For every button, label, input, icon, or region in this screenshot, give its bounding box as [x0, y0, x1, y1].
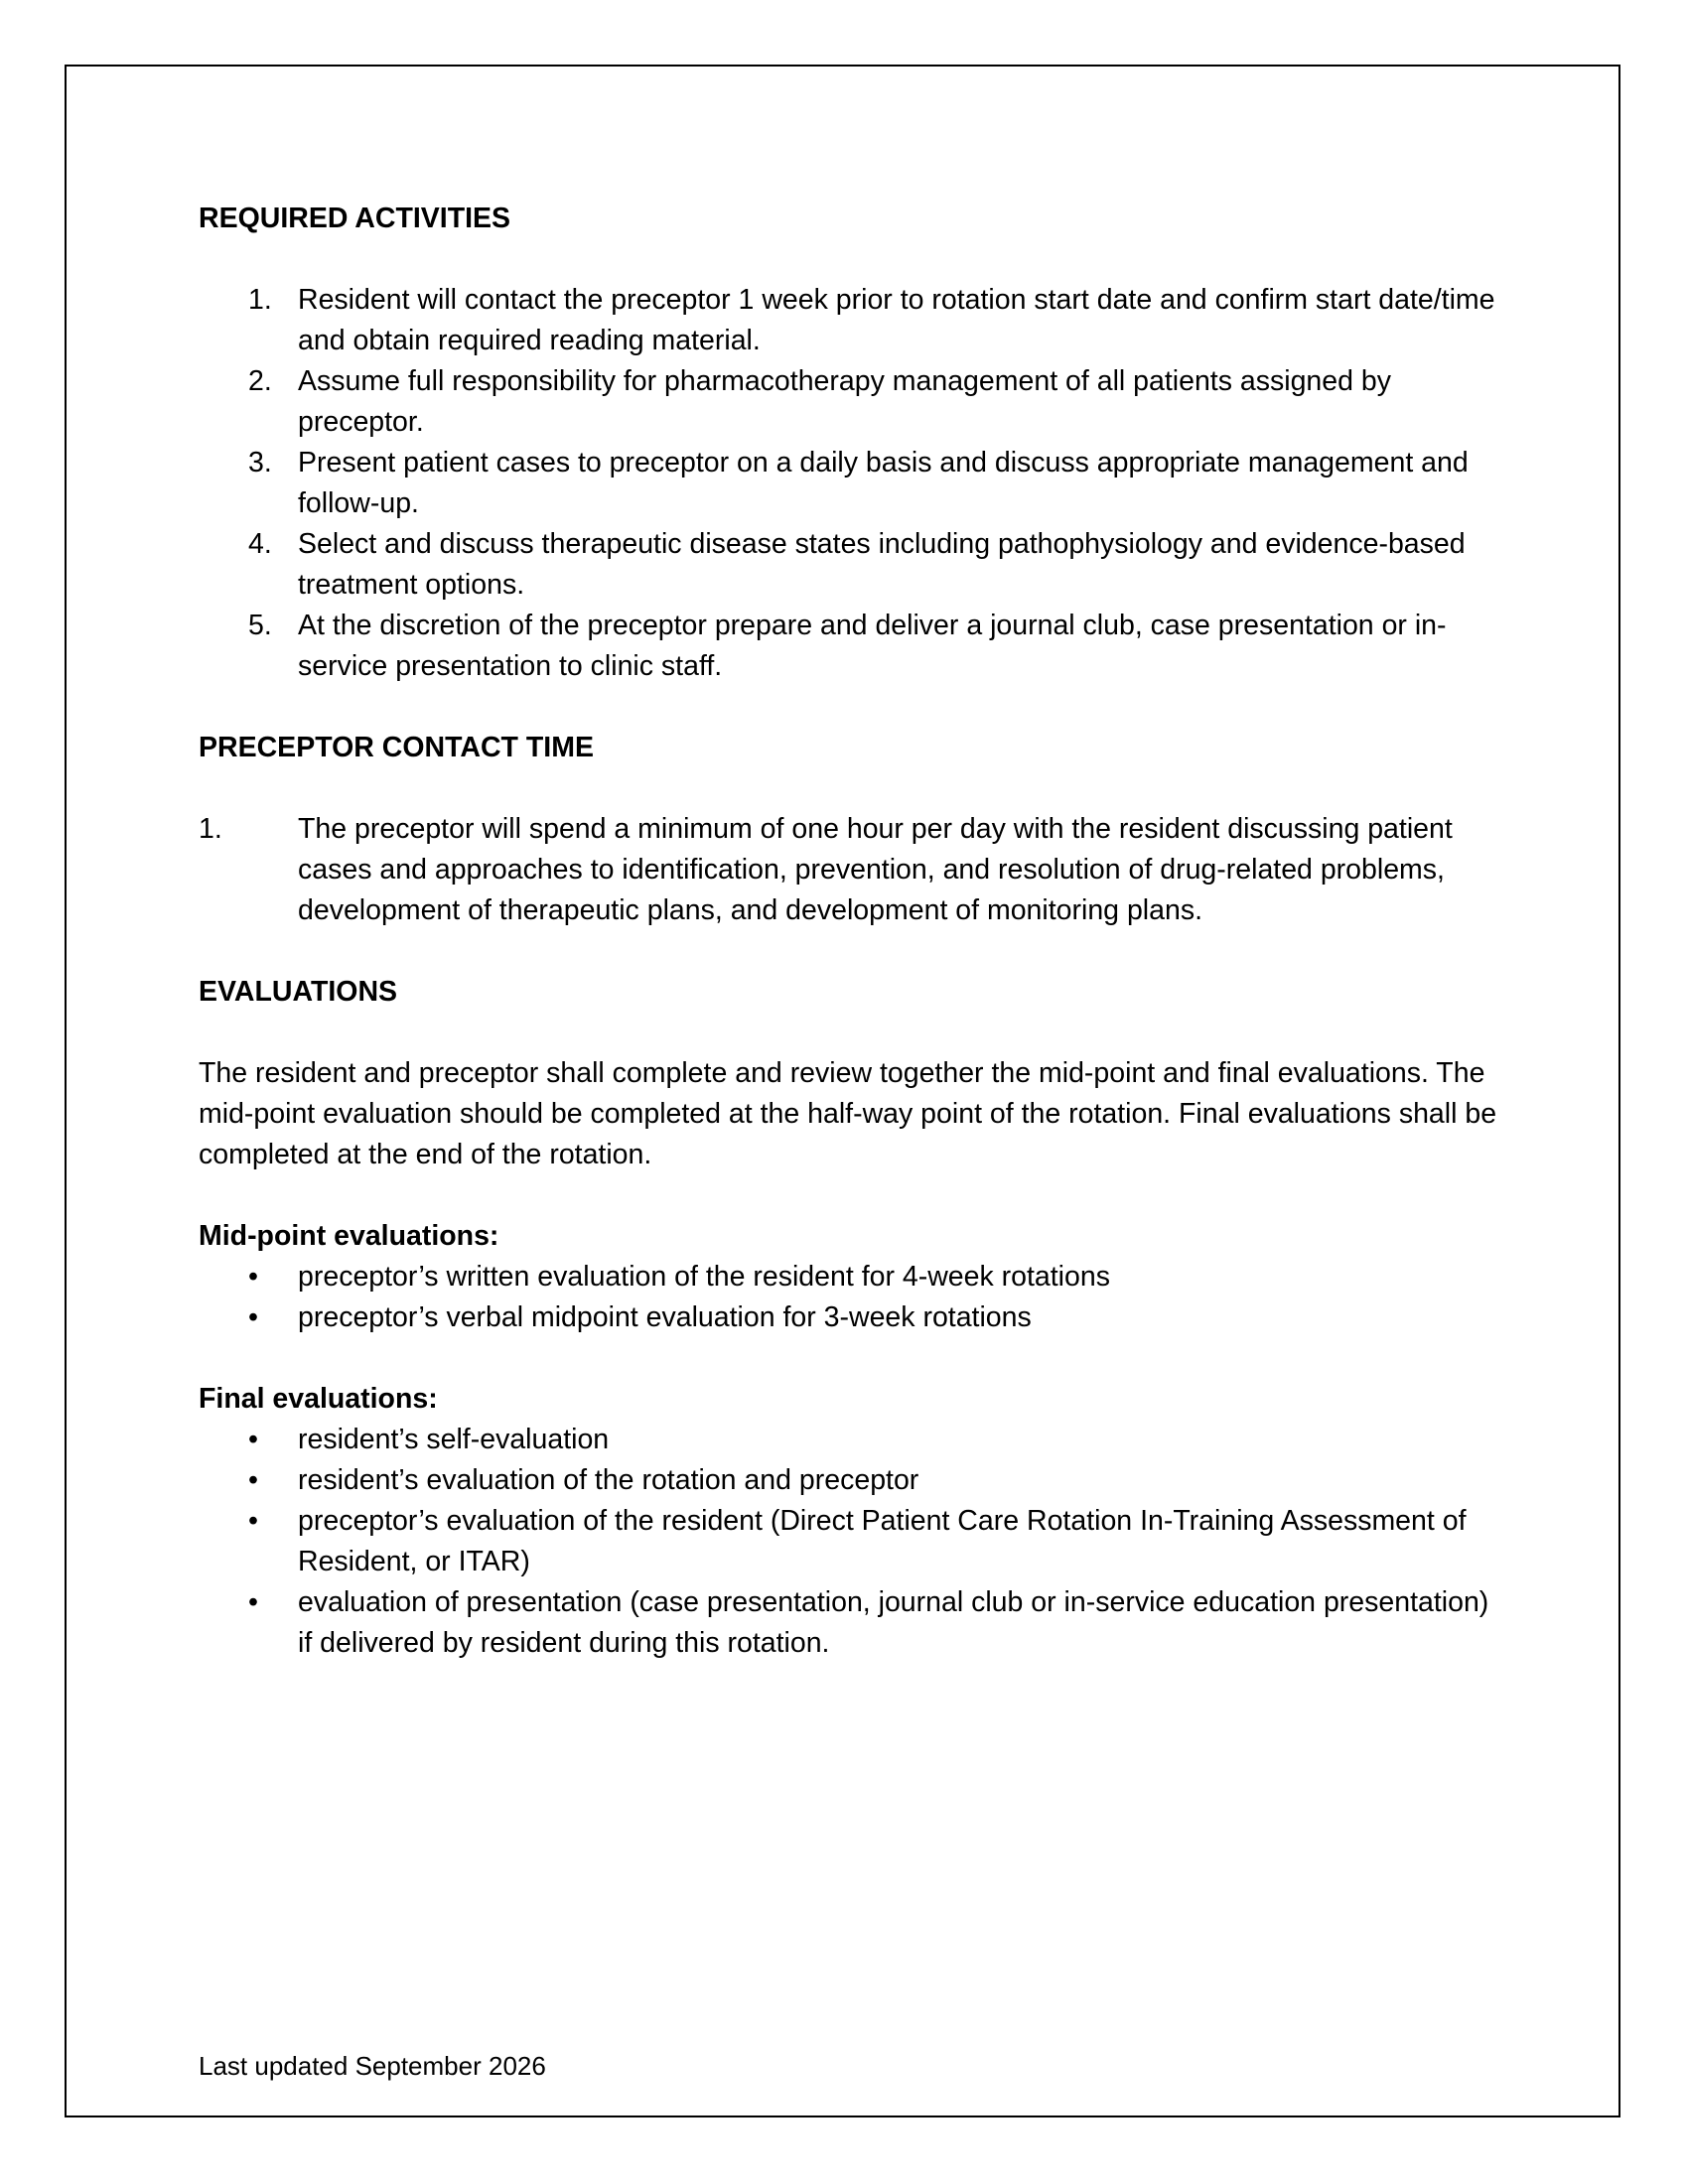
- list-item: [199, 1460, 1499, 1501]
- spacer: [199, 768, 1499, 809]
- list-item: [199, 1582, 1499, 1664]
- bullet-icon: •: [248, 1505, 258, 1537]
- spacer: [199, 1338, 1499, 1379]
- list-number: 1.: [199, 813, 222, 845]
- list-item: [199, 1501, 1499, 1582]
- list-item-text: resident’s evaluation of the rotation and preceptor: [298, 1464, 919, 1496]
- list-item-text: At the discretion of the preceptor prepare and deliver a journal club, case presentation or in-service presentation to clinic staff.: [298, 610, 1447, 682]
- list-item-text: evaluation of presentation (case presentation, journal club or in-service education presentation) if delivered by resident during this rotation.: [298, 1586, 1489, 1659]
- list-number: 2.: [248, 365, 272, 397]
- list-item: [199, 524, 1499, 606]
- midpoint-evaluations-list: [199, 1257, 1499, 1338]
- document-body: [199, 199, 1499, 1664]
- spacer: [199, 1175, 1499, 1216]
- list-item-text: resident’s self-evaluation: [298, 1424, 610, 1455]
- last-updated-footer: Last updated September 2026: [199, 2051, 546, 2081]
- spacer: [199, 931, 1499, 972]
- list-item: [199, 280, 1499, 361]
- list-number: 4.: [248, 528, 272, 560]
- list-number: 5.: [248, 610, 272, 641]
- bullet-icon: •: [248, 1464, 258, 1496]
- list-number: 1.: [248, 284, 272, 316]
- list-number: 3.: [248, 447, 272, 478]
- list-item: [199, 1420, 1499, 1460]
- list-item-text: Resident will contact the preceptor 1 week prior to rotation start date and confirm start date/time and obtain required reading material.: [298, 284, 1495, 356]
- list-item: [199, 1297, 1499, 1338]
- list-item-text: Present patient cases to preceptor on a daily basis and discuss appropriate management and follow-up.: [298, 447, 1469, 519]
- bullet-icon: •: [248, 1424, 258, 1455]
- bullet-icon: •: [248, 1301, 258, 1333]
- list-item: [199, 809, 1499, 931]
- spacer: [199, 1013, 1499, 1053]
- list-item: [199, 443, 1499, 524]
- spacer: [199, 239, 1499, 280]
- list-item-text: preceptor’s evaluation of the resident (Direct Patient Care Rotation In-Training Assessment of Resident, or ITAR): [298, 1505, 1467, 1577]
- list-item-text: The preceptor will spend a minimum of one hour per day with the resident discussing patient cases and approaches to identification, prevention, and resolution of drug-related problems, development of therapeutic plans, and development of monitoring plans.: [298, 813, 1453, 926]
- list-item: [199, 1257, 1499, 1297]
- required-activities-heading: REQUIRED ACTIVITIES: [199, 203, 511, 234]
- required-activities-list: [199, 280, 1499, 687]
- evaluations-intro: The resident and preceptor shall complete and review together the mid-point and final evaluations. The mid-point evaluation should be completed at the half-way point of the rotation. Final evaluations shall be completed at the end of the rotation.: [199, 1057, 1497, 1170]
- final-evaluations-title: Final evaluations:: [199, 1383, 438, 1415]
- bullet-icon: •: [248, 1261, 258, 1293]
- list-item: [199, 361, 1499, 443]
- list-item-text: Assume full responsibility for pharmacotherapy management of all patients assigned by preceptor.: [298, 365, 1391, 438]
- bullet-icon: •: [248, 1586, 258, 1618]
- final-evaluations-list: [199, 1420, 1499, 1664]
- preceptor-contact-time-heading: PRECEPTOR CONTACT TIME: [199, 732, 594, 763]
- list-item: [199, 606, 1499, 687]
- midpoint-evaluations-title: Mid-point evaluations:: [199, 1220, 499, 1252]
- list-item-text: preceptor’s verbal midpoint evaluation for 3-week rotations: [298, 1301, 1032, 1333]
- evaluations-heading: EVALUATIONS: [199, 976, 398, 1008]
- spacer: [199, 687, 1499, 728]
- list-item-text: Select and discuss therapeutic disease states including pathophysiology and evidence-based treatment options.: [298, 528, 1466, 601]
- list-item-text: preceptor’s written evaluation of the resident for 4-week rotations: [298, 1261, 1110, 1293]
